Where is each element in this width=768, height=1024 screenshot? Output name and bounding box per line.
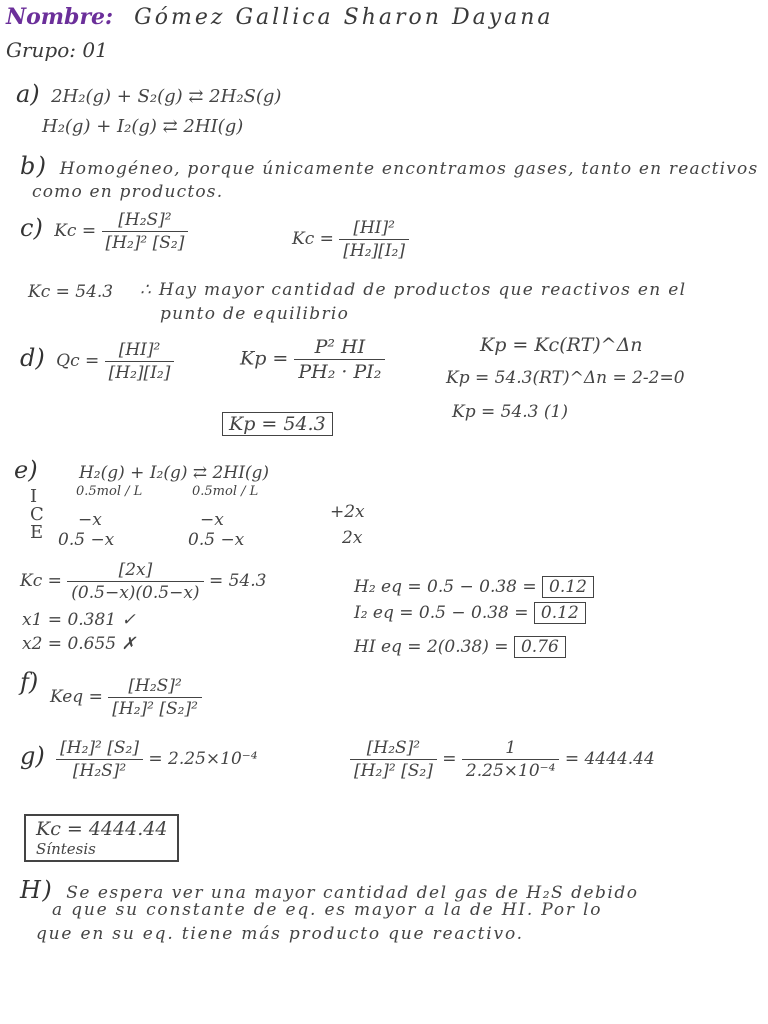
h2-equilibrium: 0.5 −x — [58, 530, 115, 550]
ice-c: C — [30, 504, 44, 525]
section-d-label: d) — [20, 344, 45, 372]
section-c-kc1 — [20, 210, 188, 253]
kc2-lhs: Kc = — [292, 229, 334, 249]
kp-fraction — [294, 336, 385, 383]
section-b-text1: Homogéneo, porque únicamente encontramos gases, tanto en reactivos — [59, 159, 759, 179]
g-f2-equals: = — [442, 749, 457, 769]
kp-substitution: Kp = 54.3(RT)^Δn = 2-2=0 — [446, 368, 685, 388]
h2-change: −x — [78, 510, 102, 530]
g-f1-denominator: [H₂S]² — [72, 761, 127, 781]
section-f-label-line — [20, 668, 44, 696]
hi-change: +2x — [330, 502, 365, 522]
keq-lhs: Keq = — [50, 687, 103, 707]
kp-lhs: Kp = — [240, 347, 289, 370]
kp-denominator: PH₂ · PI₂ — [298, 361, 382, 383]
g-f1-numerator: [H₂]² [S₂] — [56, 738, 143, 760]
section-g-f1 — [20, 738, 258, 781]
ice-i: I — [30, 486, 38, 507]
g-f1-fraction — [56, 738, 143, 781]
hi-eq-result: 0.76 — [514, 636, 566, 658]
section-h-label: H) — [20, 876, 54, 904]
hi-eq-calc: HI eq = 2(0.38) = — [354, 637, 509, 657]
section-b-label: b) — [20, 152, 48, 180]
kc-synthesis-frame — [24, 814, 179, 862]
kc1-fraction — [102, 210, 189, 253]
e-kc-fraction — [67, 560, 203, 603]
kp-pressure-expression — [240, 336, 385, 383]
kp-calculation: Kp = 54.3 (1) — [452, 402, 568, 422]
root-x2: x2 = 0.655 ✗ — [22, 634, 136, 654]
hi-equilibrium: 2x — [342, 528, 363, 548]
i2-eq-result: 0.12 — [534, 602, 586, 624]
i2-eq-calc: I₂ eq = 0.5 − 0.38 = — [354, 603, 529, 623]
kc-value: Kc = 54.3 — [28, 282, 114, 302]
nombre-label: Nombre: — [6, 4, 114, 30]
student-name: Gómez Gallica Sharon Dayana — [134, 5, 554, 30]
kp-formula: Kp = Kc(RT)^Δn — [480, 334, 643, 356]
kc-synthesis-value: Kc = 4444.44 — [36, 818, 168, 840]
section-e-label: e) — [14, 456, 38, 484]
kc1-denominator: [H₂]² [S₂] — [105, 233, 185, 253]
g-f3-numerator: 1 — [462, 738, 560, 760]
g-f2-denominator: [H₂]² [S₂] — [354, 761, 433, 781]
kp-numerator: P² HI — [294, 336, 385, 360]
section-f-label: f) — [20, 668, 39, 696]
reaction-hi: H₂(g) + I₂(g) ⇄ 2HI(g) — [42, 116, 244, 137]
kc1-numerator: [H₂S]² — [102, 210, 189, 232]
kc2-numerator: [HI]² — [339, 218, 409, 240]
keq-fraction — [108, 676, 202, 719]
kp-result-box — [222, 412, 333, 436]
kc2-fraction — [339, 218, 409, 261]
section-c-label: c) — [20, 214, 43, 242]
h2-eq-line — [354, 576, 594, 598]
g-f1-value: = 2.25×10⁻⁴ — [148, 749, 258, 769]
section-h-line3: que en su eq. tiene más producto que reactivo. — [36, 924, 524, 944]
section-h-text1: Se espera ver una mayor cantidad del gas de H₂S debido — [66, 883, 639, 903]
e-kc-numerator: [2x] — [67, 560, 203, 582]
section-a-label: a) — [16, 80, 40, 108]
section-c-kc2 — [292, 218, 409, 261]
i2-change: −x — [200, 510, 224, 530]
section-e-kc — [20, 560, 266, 603]
g-f2-numerator: [H₂S]² — [350, 738, 437, 760]
section-b-line2: como en productos. — [32, 182, 224, 202]
g-f2-fraction — [350, 738, 437, 781]
qc-denominator: [H₂][I₂] — [108, 363, 171, 383]
hi-reaction: H₂(g) + I₂(g) ⇄ 2HI(g) — [78, 463, 270, 483]
root-x1: x1 = 0.381 ✓ — [22, 610, 136, 630]
section-d-qc — [20, 340, 174, 383]
section-g-f2 — [350, 738, 655, 781]
g-f3-value: = 4444.44 — [564, 749, 655, 769]
reaction-h2s: 2H₂(g) + S₂(g) ⇄ 2H₂S(g) — [51, 86, 282, 107]
h2-eq-calc: H₂ eq = 0.5 − 0.38 = — [354, 577, 537, 597]
section-e-reaction — [14, 456, 269, 484]
e-kc-value: = 54.3 — [208, 571, 267, 591]
kc2-denominator: [H₂][I₂] — [343, 241, 405, 261]
i2-initial: 0.5mol / L — [192, 484, 259, 499]
i2-equilibrium: 0.5 −x — [188, 530, 245, 550]
kc1-lhs: Kc = — [54, 221, 97, 241]
qc-lhs: Qc = — [56, 351, 100, 371]
g-f3-denominator: 2.25×10⁻⁴ — [465, 761, 556, 781]
h2-eq-result: 0.12 — [542, 576, 594, 598]
e-kc-lhs: Kc = — [20, 571, 62, 591]
section-c-note2: punto de equilibrio — [160, 304, 350, 324]
kc-synthesis-box — [24, 814, 179, 862]
h2-initial: 0.5mol / L — [76, 484, 143, 499]
keq-denominator: [H₂]² [S₂]² — [112, 699, 198, 719]
section-h-line2: a que su constante de eq. es mayor a la de HI. Por lo — [52, 900, 603, 920]
section-a-eq1 — [16, 80, 281, 108]
qc-numerator: [HI]² — [105, 340, 175, 362]
section-g-label: g) — [20, 742, 45, 770]
i2-eq-line — [354, 602, 586, 624]
hi-eq-line — [354, 636, 566, 658]
kp-result: Kp = 54.3 — [222, 412, 333, 436]
header-name-line — [6, 4, 554, 30]
kc-synthesis-label: Síntesis — [36, 840, 96, 858]
ice-e: E — [30, 522, 44, 543]
section-b-line1 — [20, 152, 758, 180]
section-f-keq — [50, 676, 202, 719]
g-f3-fraction — [462, 738, 560, 781]
group-line: Grupo: 01 — [6, 38, 108, 62]
keq-numerator: [H₂S]² — [108, 676, 202, 698]
qc-fraction — [105, 340, 175, 383]
section-c-note1: ∴ Hay mayor cantidad de productos que reactivos en el — [140, 280, 687, 300]
e-kc-denominator: (0.5−x)(0.5−x) — [71, 583, 200, 603]
